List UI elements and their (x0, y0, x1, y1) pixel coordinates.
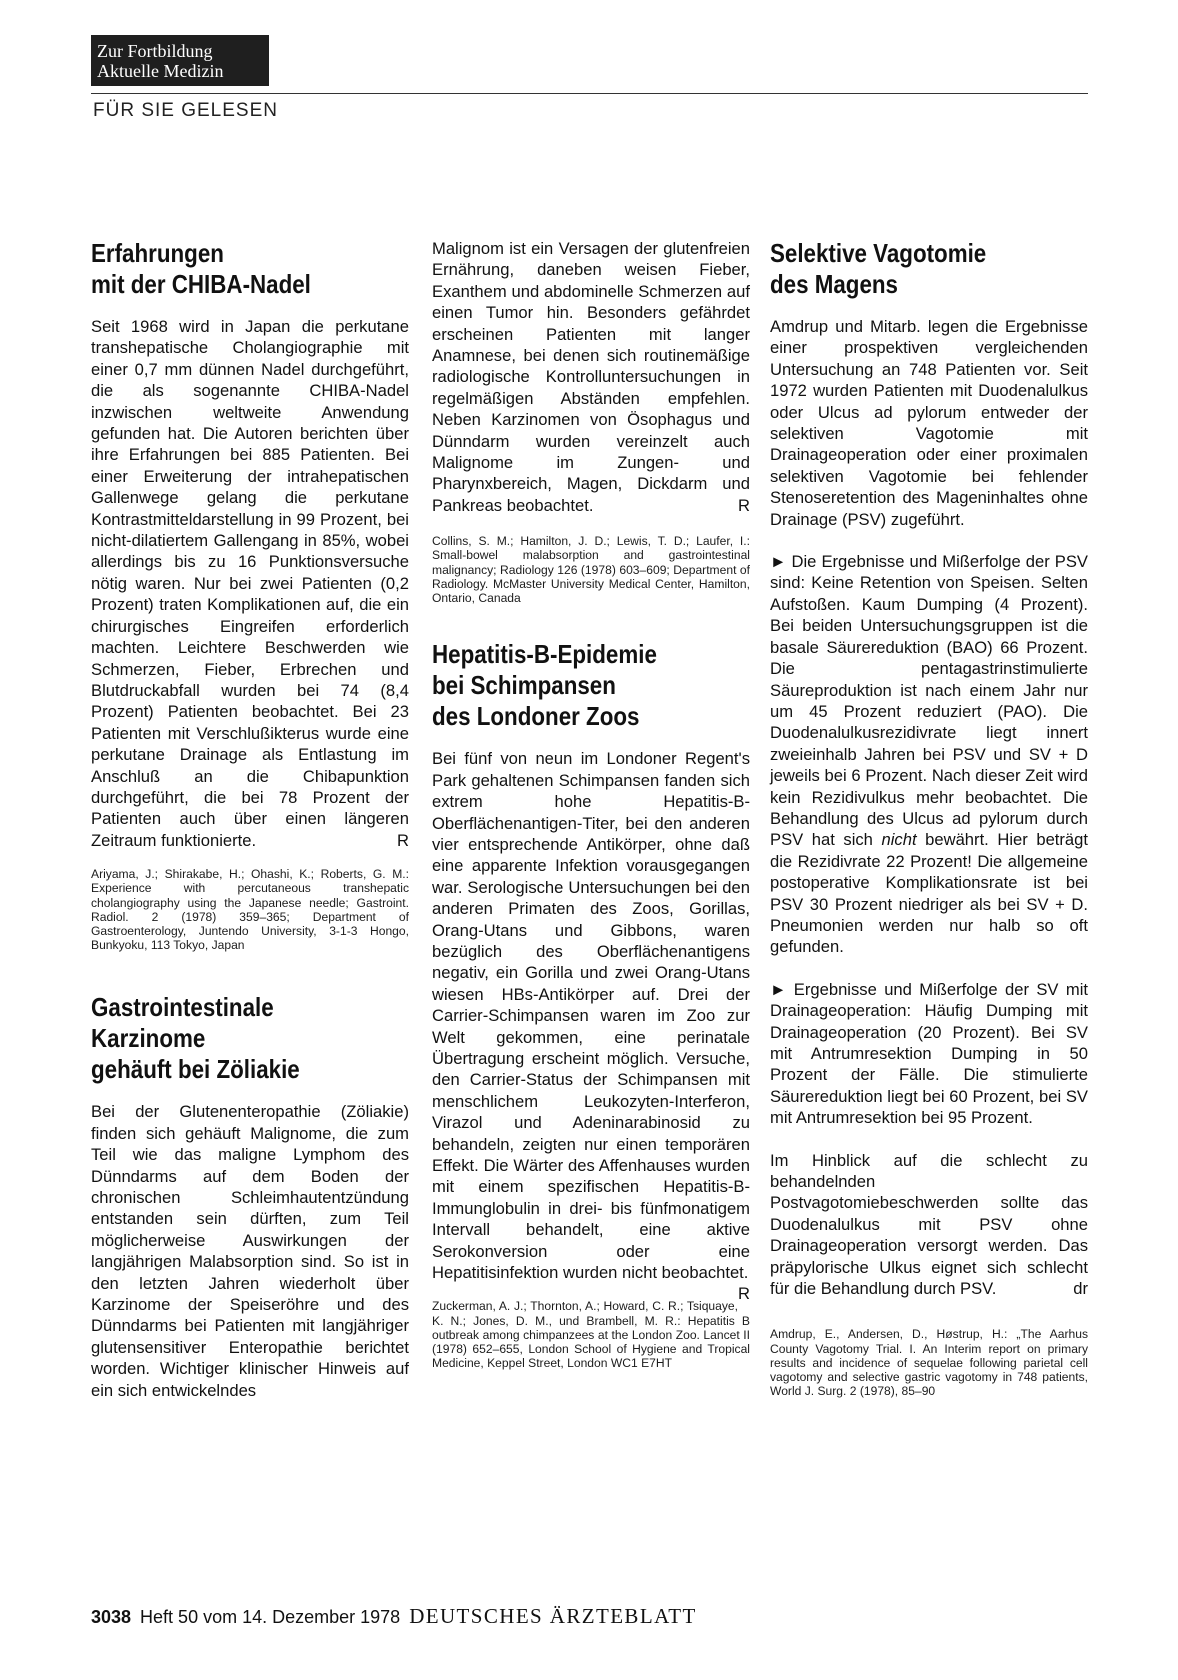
header-rule (91, 93, 1088, 94)
article2-body-part2-text: Malignom ist ein Versagen der glutenfreien Ernährung, daneben weisen Fieber, Exanthem und abdominelle Schmerzen auf einen Tumor hin. Besonders gefährdet erscheinen Patienten mit langer Anamnese, bei denen sich routinemäßige radiologische Kontrolluntersuchungen in regelmäßigen Abständen empfehlen. Neben Karzinomen von Ösophagus und Dünndarm wurden vereinzelt auch Malignome im Zungen- und Pharynxbereich, Magen, Dickdarm und Pankreas beobachtet. (432, 239, 750, 515)
article4-signature: dr (1073, 1279, 1088, 1299)
article2-title-line2: Karzinome (91, 1023, 206, 1054)
article2-title (91, 992, 364, 1085)
article3-title (432, 639, 705, 732)
article3-title-line2: bei Schimpansen (432, 670, 616, 701)
article1-reference: Ariyama, J.; Shirakabe, H.; Ohashi, K.; Roberts, G. M.: Experience with percutaneous transhepatic cholangiography using the Japanese needle; Gastroint. Radiol. 2 (1978) 359–365; Department of Gastroenterology, Juntendo University, 3-1-3 Hongo, Bunkyoku, 113 Tokyo, Japan (91, 867, 409, 953)
article4-paragraph-1: Amdrup und Mitarb. legen die Ergebnisse einer prospektiven vergleichenden Untersuchung an 748 Patienten vor. Seit 1972 wurden Patienten mit Duodenalulkus oder Ulcus ad pylorum entweder der selektiven Vagotomie mit Drainageoperation oder einer proximalen selektiven Vagotomie bei fehlender Stenoseretention des Mageninhaltes ohne Drainage (PSV) zugeführt. (770, 317, 1088, 529)
article3-reference: Zuckerman, A. J.; Thornton, A.; Howard, C. R.; Tsiquaye, K. N.; Jones, D. M., und Brambell, M. R.: Hepatitis B outbreak among chimpanzees at the London Zoo. Lancet II (1978) 652–655, London School of Hygiene and Tropical Medicine, Keppel Street, London WC1 E7HT (432, 1299, 750, 1371)
article4-paragraph-4 (770, 1150, 1088, 1300)
magazine-name: DEUTSCHES ÄRZTEBLATT (409, 1604, 697, 1628)
department-tag-line2: Aktuelle Medizin (97, 61, 224, 81)
article4-paragraph-2-start: ► Die Ergebnisse und Mißerfolge der PSV sind: Keine Retention von Speisen. Selten Aufstoßen. Kaum Dumping (4 Prozent). Bei beiden Untersuchungsgruppen ist die basale Säurereduktion (BAO) 66 Prozent. Die pentagastrinstimulierte Säureproduktion ist nach einem Jahr nur um 45 Prozent reduziert (PAO). Die Duodenalulkusrezidivrate liegt innert zweieinhalb Jahren bei PSV und SV + D jeweils bei 6 Prozent. Nach dieser Zeit wird kein Rezidivulkus mehr beobachtet. Die Behandlung des Ulcus ad pylorum durch PSV hat sich (770, 552, 1088, 850)
department-tag (91, 35, 269, 86)
article3-body-text: Bei fünf von neun im Londoner Regent's Park gehaltenen Schimpansen fanden sich extrem hohe Hepatitis-B-Oberflächenantigen-Titer, bei den anderen vier entsprechende Antikörper, ohne daß eine apparente Infektion vorausgegangen war. Serologische Untersuchungen bei den anderen Primaten des Zoos, Gorillas, Orang-Utans und Gibbons, waren bezüglich des Oberflächenantigens negativ, ein Gorilla und zwei Orang-Utans wiesen HBs-Antikörper auf. Drei der Carrier-Schimpansen waren im Zoo zur Welt gekommen, eine perinatale Übertragung erscheint möglich. Versuche, den Carrier-Status der Schimpansen mit menschlichem Leukozyten-Interferon, Virazol und Adeninarabinosid zu behandeln, zeigten nur einen temporären Effekt. Die Wärter des Affenhauses wurden mit einem spezifischen Hepatitis-B-Immunglobulin in drei- bis fünfmonatigem Intervall behandelt, eine aktive Serokonversion oder eine Hepatitisinfektion wurden nicht beobachtet. (432, 749, 750, 1283)
article2-title-line1: Gastrointestinale (91, 992, 274, 1023)
article1-title-line1: Erfahrungen (91, 238, 224, 268)
article3-title-line1: Hepatitis-B-Epidemie (432, 639, 657, 670)
article3-title-line3: des Londoner Zoos (432, 701, 640, 732)
article3-body (432, 748, 750, 1304)
article4-title-line1: Selektive Vagotomie (770, 238, 987, 268)
article3-signature: R (738, 1284, 750, 1304)
article1-title-line2: mit der CHIBA-Nadel (91, 269, 311, 299)
issue-info: Heft 50 vom 14. Dezember 1978 (140, 1607, 401, 1627)
page-number: 3038 (91, 1607, 132, 1627)
article2-body-part2 (432, 238, 750, 516)
article4-reference: Amdrup, E., Andersen, D., Høstrup, H.: „The Aarhus County Vagotomy Trial. I. An Interim report on primary results and incidence of sequelae following parietal cell vagotomy and selective gastric vagotomy in 748 patients, World J. Surg. 2 (1978), 85–90 (770, 1327, 1088, 1399)
article4-paragraph-2-end: bewährt. Hier beträgt die Rezidivrate 22 Prozent! Die allgemeine postoperative Komplikationsrate ist bei PSV 30 Prozent niedriger als bei SV + D. Pneumonien werden nur halb so oft gefunden. (770, 830, 1088, 957)
page-footer (91, 1604, 697, 1629)
article2-body-part1: Bei der Glutenenteropathie (Zöliakie) finden sich gehäuft Malignome, die zum Teil wie das maligne Lymphom des Dünndarms auf dem Boden der chronischen Schleimhautentzündung entstanden sein dürften, zum Teil möglicherweise Auswirkungen der langjährigen Malabsorption sind. So ist in den letzten Jahren wiederholt über Karzinome der Speiseröhre und des Dünndarms bei Patienten mit langjähriger glutensensitiver Enteropathie berichtet worden. Wichtiger klinischer Hinweis auf ein sich entwickelndes (91, 1102, 409, 1400)
article1-body-text: Seit 1968 wird in Japan die perkutane transhepatische Cholangiographie mit einer 0,7 mm dünnen Nadel durchgeführt, die als sogenannte CHIBA-Nadel inzwischen weltweite Anwendung gefunden hat. Die Autoren berichten über ihre Erfahrungen bei 885 Patienten. Bei einer Erweiterung der intrahepatischen Gallenwege gelang die perkutane Kontrastmitteldarstellung in 99 Prozent, bei nicht-dilatiertem Gallengang in 85%, wobei allerdings bis zu 16 Punktionsversuche nötig waren. Nur bei zwei Patienten (0,2 Prozent) traten Komplikationen auf, die ein chirurgisches Eingreifen erforderlich machten. Leichtere Beschwerden wie Schmerzen, Fieber, Erbrechen und Blutdruckabfall wurden bei 74 (8,4 Prozent) Patienten beobachtet. Bei 23 Patienten mit Verschlußikterus wurde eine perkutane Drainage als Entlastung im Anschluß an die Chibapunktion durchgeführt, die bei 78 Prozent der Patienten auch über einen längeren Zeitraum funktionierte. (91, 317, 409, 850)
article4-paragraph-2 (770, 551, 1088, 958)
article4-title (770, 238, 1043, 300)
article1-signature: R (397, 830, 409, 850)
section-heading: FÜR SIE GELESEN (93, 100, 278, 121)
article4-title-line2: des Magens (770, 269, 898, 299)
article2-title-line3: gehäuft bei Zöliakie (91, 1054, 300, 1085)
article4-emphasis: nicht (881, 830, 917, 850)
column-3 (770, 238, 1088, 1398)
article2-reference: Collins, S. M.; Hamilton, J. D.; Lewis, T. D.; Laufer, I.: Small-bowel malabsorption and gastrointestinal malignancy; Radiology 126 (1978) 603–609; Department of Radiology. McMaster University Medical Center, Hamilton, Ontario, Canada (432, 534, 750, 606)
column-2 (432, 238, 750, 1370)
article4-paragraph-4-text: Im Hinblick auf die schlecht zu behandelnden Postvagotomiebeschwerden sollte das Duodenalulkus mit PSV ohne Drainageoperation versorgt werden. Das präpylorische Ulkus eignet sich schlecht für die Behandlung durch PSV. (770, 1150, 1088, 1299)
department-tag-line1: Zur Fortbildung (97, 41, 213, 61)
article1-title (91, 238, 364, 300)
article2-signature: R (738, 495, 750, 515)
article1-body (91, 316, 409, 851)
column-1 (91, 238, 409, 1401)
article4-paragraph-3: ► Ergebnisse und Mißerfolge der SV mit Drainageoperation: Häufig Dumping mit Drainageoperation (20 Prozent). Bei SV mit Antrumresektion Dumping in 50 Prozent der Fälle. Die stimulierte Säurereduktion liegt bei 60 Prozent, bei SV mit Antrumresektion bei 95 Prozent. (770, 979, 1088, 1128)
